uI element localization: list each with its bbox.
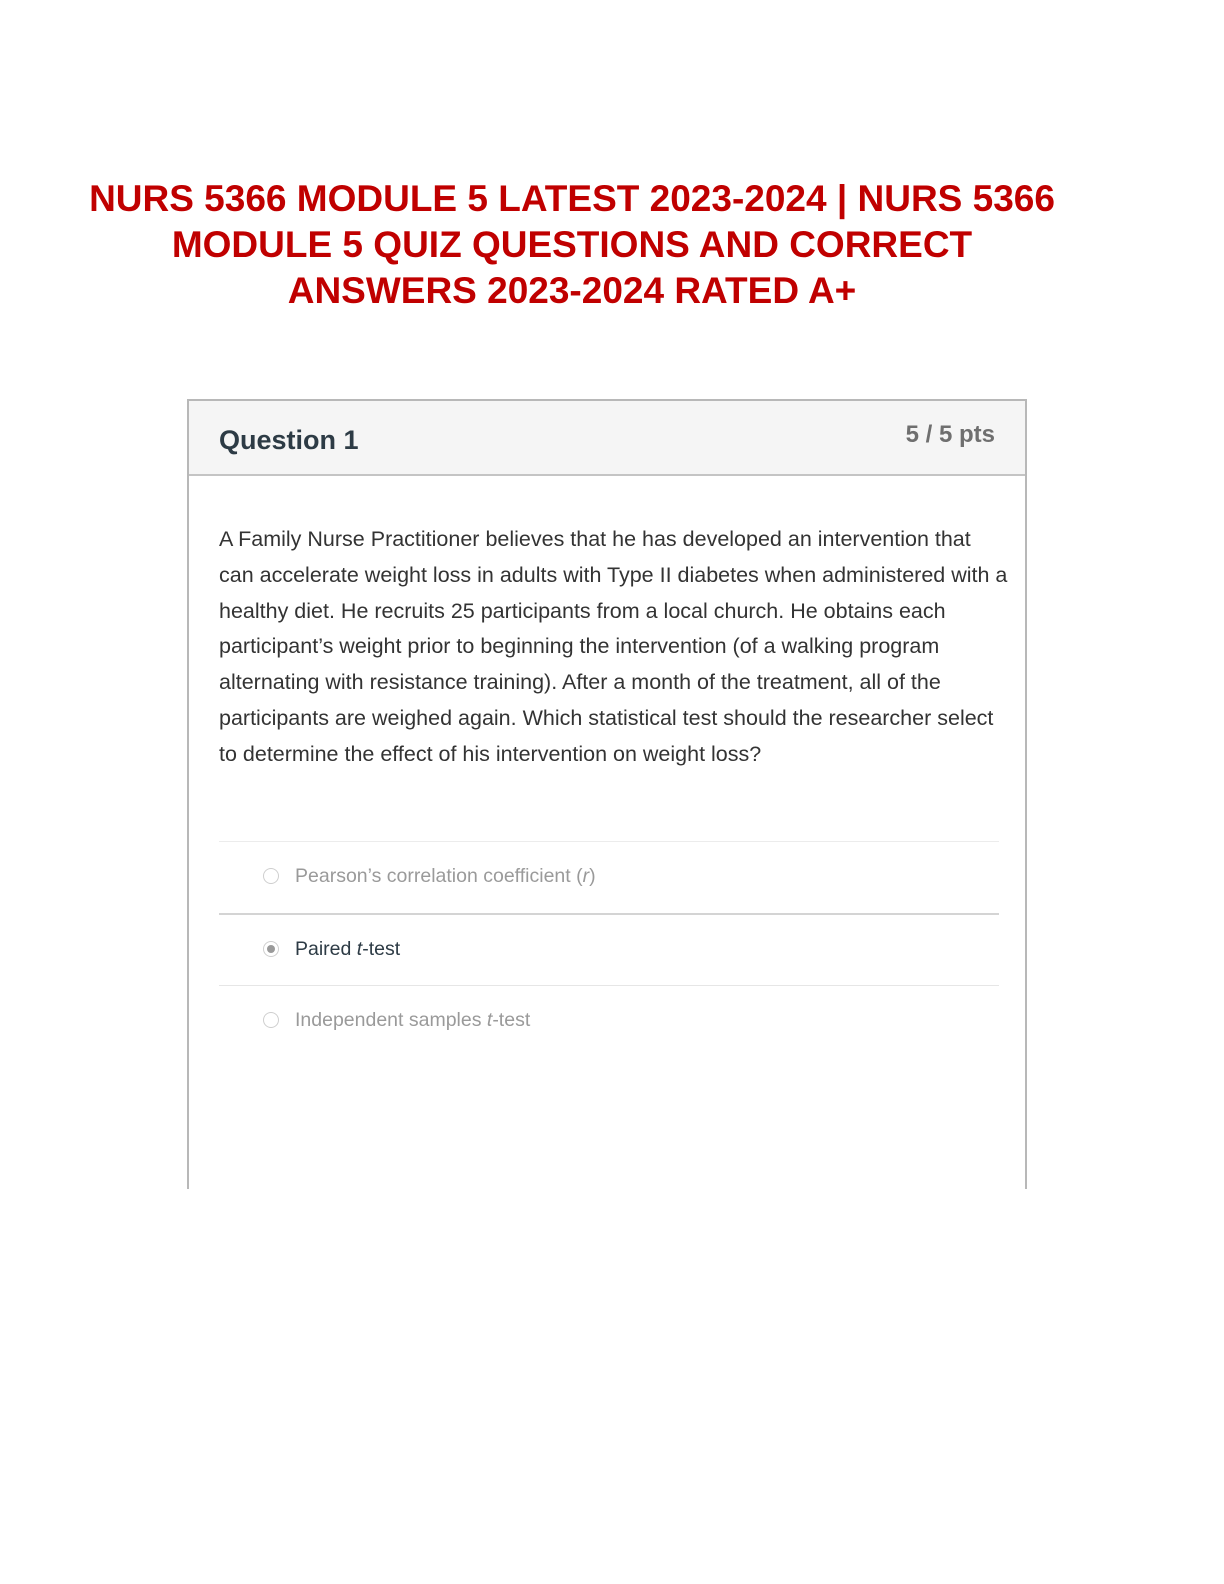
document-title-line-3: ANSWERS 2023-2024 RATED A+ [287,270,857,311]
radio-button[interactable] [263,868,279,884]
document-title [40,176,1104,314]
radio-button[interactable] [263,1012,279,1028]
question-text: A Family Nurse Practitioner believes that he has developed an intervention that can accelerate weight loss in adults with Type II diabetes when administered with a healthy diet. He recruits 25 participants from a local church. He obtains each participant’s weight prior to beginning the intervention (of a walking program alternating with resistance training). After a month of the treatment, all of the participants are weighed again. Which statistical test should the researcher select to determine the effect of his intervention on weight loss? [219,527,1008,766]
question-header [189,401,1025,476]
answer-option-pearson[interactable] [219,841,999,913]
answer-label: Paired t-test [295,938,401,960]
answer-option-paired-t-test[interactable] [219,913,999,985]
document-title-line-2: MODULE 5 QUIZ QUESTIONS AND CORRECT [171,224,973,265]
document-title-line-1: NURS 5366 MODULE 5 LATEST 2023-2024 | NURS 5366 [89,178,1055,219]
answer-label: Independent samples t-test [295,1009,531,1031]
question-points: 5 / 5 pts [905,421,995,448]
answer-list [219,841,999,1057]
question-title: Question 1 [219,425,359,455]
radio-button-selected[interactable] [263,941,279,957]
answer-label: Pearson’s correlation coefficient (r) [295,865,596,887]
answer-option-independent-t-test[interactable] [219,985,999,1057]
question-card [187,399,1027,1189]
